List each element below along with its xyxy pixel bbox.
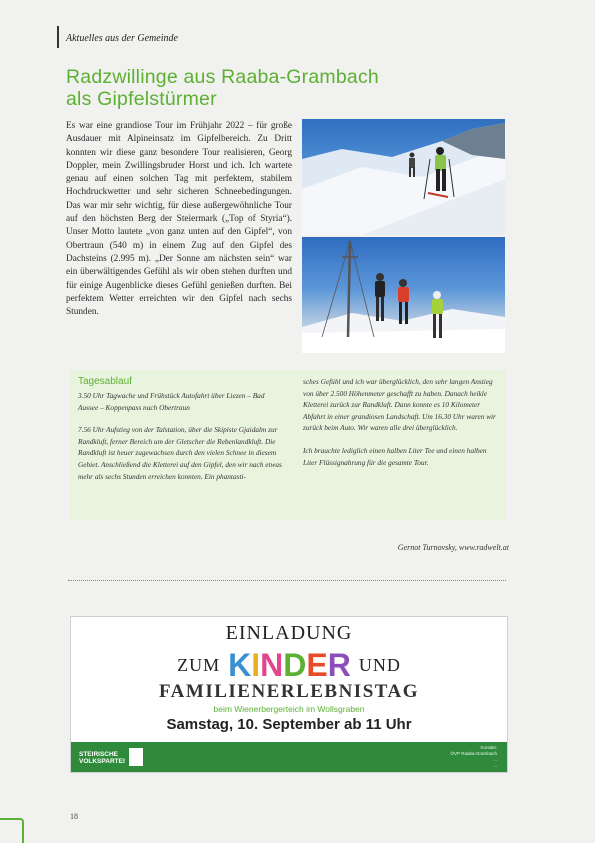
ad-kinder-line bbox=[71, 647, 507, 683]
summit-photo bbox=[302, 237, 505, 353]
page-number: 18 bbox=[70, 812, 78, 821]
contact-line: ... bbox=[493, 757, 497, 762]
ad-zum: ZUM bbox=[177, 655, 221, 675]
schedule-paragraph: 3.50 Uhr Tagwache und Frühstück Autofahrt über Liezen – Bad Aussee – Koppenpass nach Obertraun bbox=[78, 391, 265, 412]
corner-mark bbox=[0, 818, 24, 843]
ad-event-name: FAMILIENERLEBNISTAG bbox=[158, 681, 420, 702]
kinder-letter: D bbox=[283, 647, 307, 683]
ski-tour-photo bbox=[302, 119, 505, 235]
ad-location: beim Wienerbergerteich im Wollsgraben bbox=[213, 704, 365, 714]
kinder-letter: N bbox=[260, 647, 284, 683]
party-logo-icon bbox=[129, 748, 143, 766]
schedule-column-2 bbox=[303, 376, 499, 479]
schedule-column-1 bbox=[78, 390, 283, 493]
dotted-divider bbox=[68, 580, 506, 581]
party-logo-line-1: STEIRISCHE bbox=[79, 751, 119, 758]
headline-line-2: als Gipfelstürmer bbox=[66, 88, 217, 110]
kinder-letter: E bbox=[306, 647, 328, 683]
ad-und: UND bbox=[358, 655, 401, 675]
contact-line: Kontakt: bbox=[480, 745, 497, 750]
schedule-paragraph: 7.56 Uhr Aufstieg von der Talstation, über die Skipiste Gjaidalm zur Randkluft, ferner Bereich um der Gletscher die Rebenlandkluft. Die Randkluft ist heuer zugewachsen durch den vielen Schnee in diesem Gebiet. Anschließend die Kletterei auf den Gipfel, den wir nach etwas mehr als sechs Stunden erreichen konnten. Ein phantasti- bbox=[78, 425, 282, 481]
schedule-box bbox=[70, 370, 506, 520]
ski-tour-illustration bbox=[302, 119, 505, 235]
headline-line-1: Radzwillinge aus Raaba-Grambach bbox=[66, 66, 379, 88]
schedule-paragraph: Ich brauchte lediglich einen halben Liter Tee und einen halben Liter Flüssignahrung für die gesamte Tour. bbox=[303, 445, 487, 467]
schedule-paragraph: sches Gefühl und ich war überglücklich, den sehr langen Anstieg von über 2.500 Höhenmeter geschafft zu haben. Danach heikle Kletterei zurück zur Randkluft. Dann konnte es 10 Kilometer Abfahrt in einer grandiosen Landschaft. Um 16.30 Uhr waren wir zurück beim Auto. Wir waren alle drei überglücklich. bbox=[303, 377, 496, 433]
ad-contact bbox=[451, 745, 497, 769]
ad-invitation-title: EINLADUNG bbox=[225, 622, 353, 644]
header-rule bbox=[57, 26, 59, 48]
event-advertisement bbox=[70, 616, 508, 773]
article-body: Es war eine grandiose Tour im Frühjahr 2022 – für große Ausdauer mit Alpineinsatz im Gipfelbereich. Zu Dritt konnten wir diese ganz besondere Tour realisieren, Georg Doppler, mein Zwillingsbruder Horst und ich. Ich wartete genau auf einen solchen Tag mit perfektem, stabilem Hochdruckwetter und sehr sicheren Schneebedingungen. Das war mir sehr wichtig, für diese außergewöhnliche Tour auf den höchsten Berg der Steiermark („Top of Styria“). Unser Motto lautete „von ganz unten auf den Gipfel“, von Obertraun (540 m) in einem Zug auf den Gipfel des Dachsteins (2.995 m). „Der Sonne am nächsten sein“ war ein überwältigendes Gefühl als wir oben stehen durften und für einige Augenblicke dieses Gefühl genießen durften. Bei perfektem Wetter erreichten wir den Gipfel nach sechs Stunden. bbox=[66, 121, 292, 318]
ad-date: Samstag, 10. September ab 11 Uhr bbox=[166, 716, 412, 733]
contact-line: ÖVP Raaba-Grambach bbox=[450, 751, 497, 756]
kinder-letter: I bbox=[251, 647, 261, 683]
article-author: Gernot Turnovsky, www.radwelt.at bbox=[397, 543, 509, 552]
party-logo-line-2: VOLKSPARTEI bbox=[79, 758, 125, 765]
kinder-letter: R bbox=[327, 647, 351, 683]
summit-illustration bbox=[302, 237, 505, 353]
party-logo bbox=[79, 751, 125, 765]
ad-footer bbox=[71, 742, 507, 772]
article-headline bbox=[66, 66, 486, 110]
ad-kinder-word bbox=[228, 647, 351, 684]
contact-line: ... bbox=[493, 763, 497, 768]
section-label: Aktuelles aus der Gemeinde bbox=[66, 33, 178, 44]
kinder-letter: K bbox=[228, 647, 252, 683]
schedule-title: Tagesablauf bbox=[78, 376, 132, 387]
